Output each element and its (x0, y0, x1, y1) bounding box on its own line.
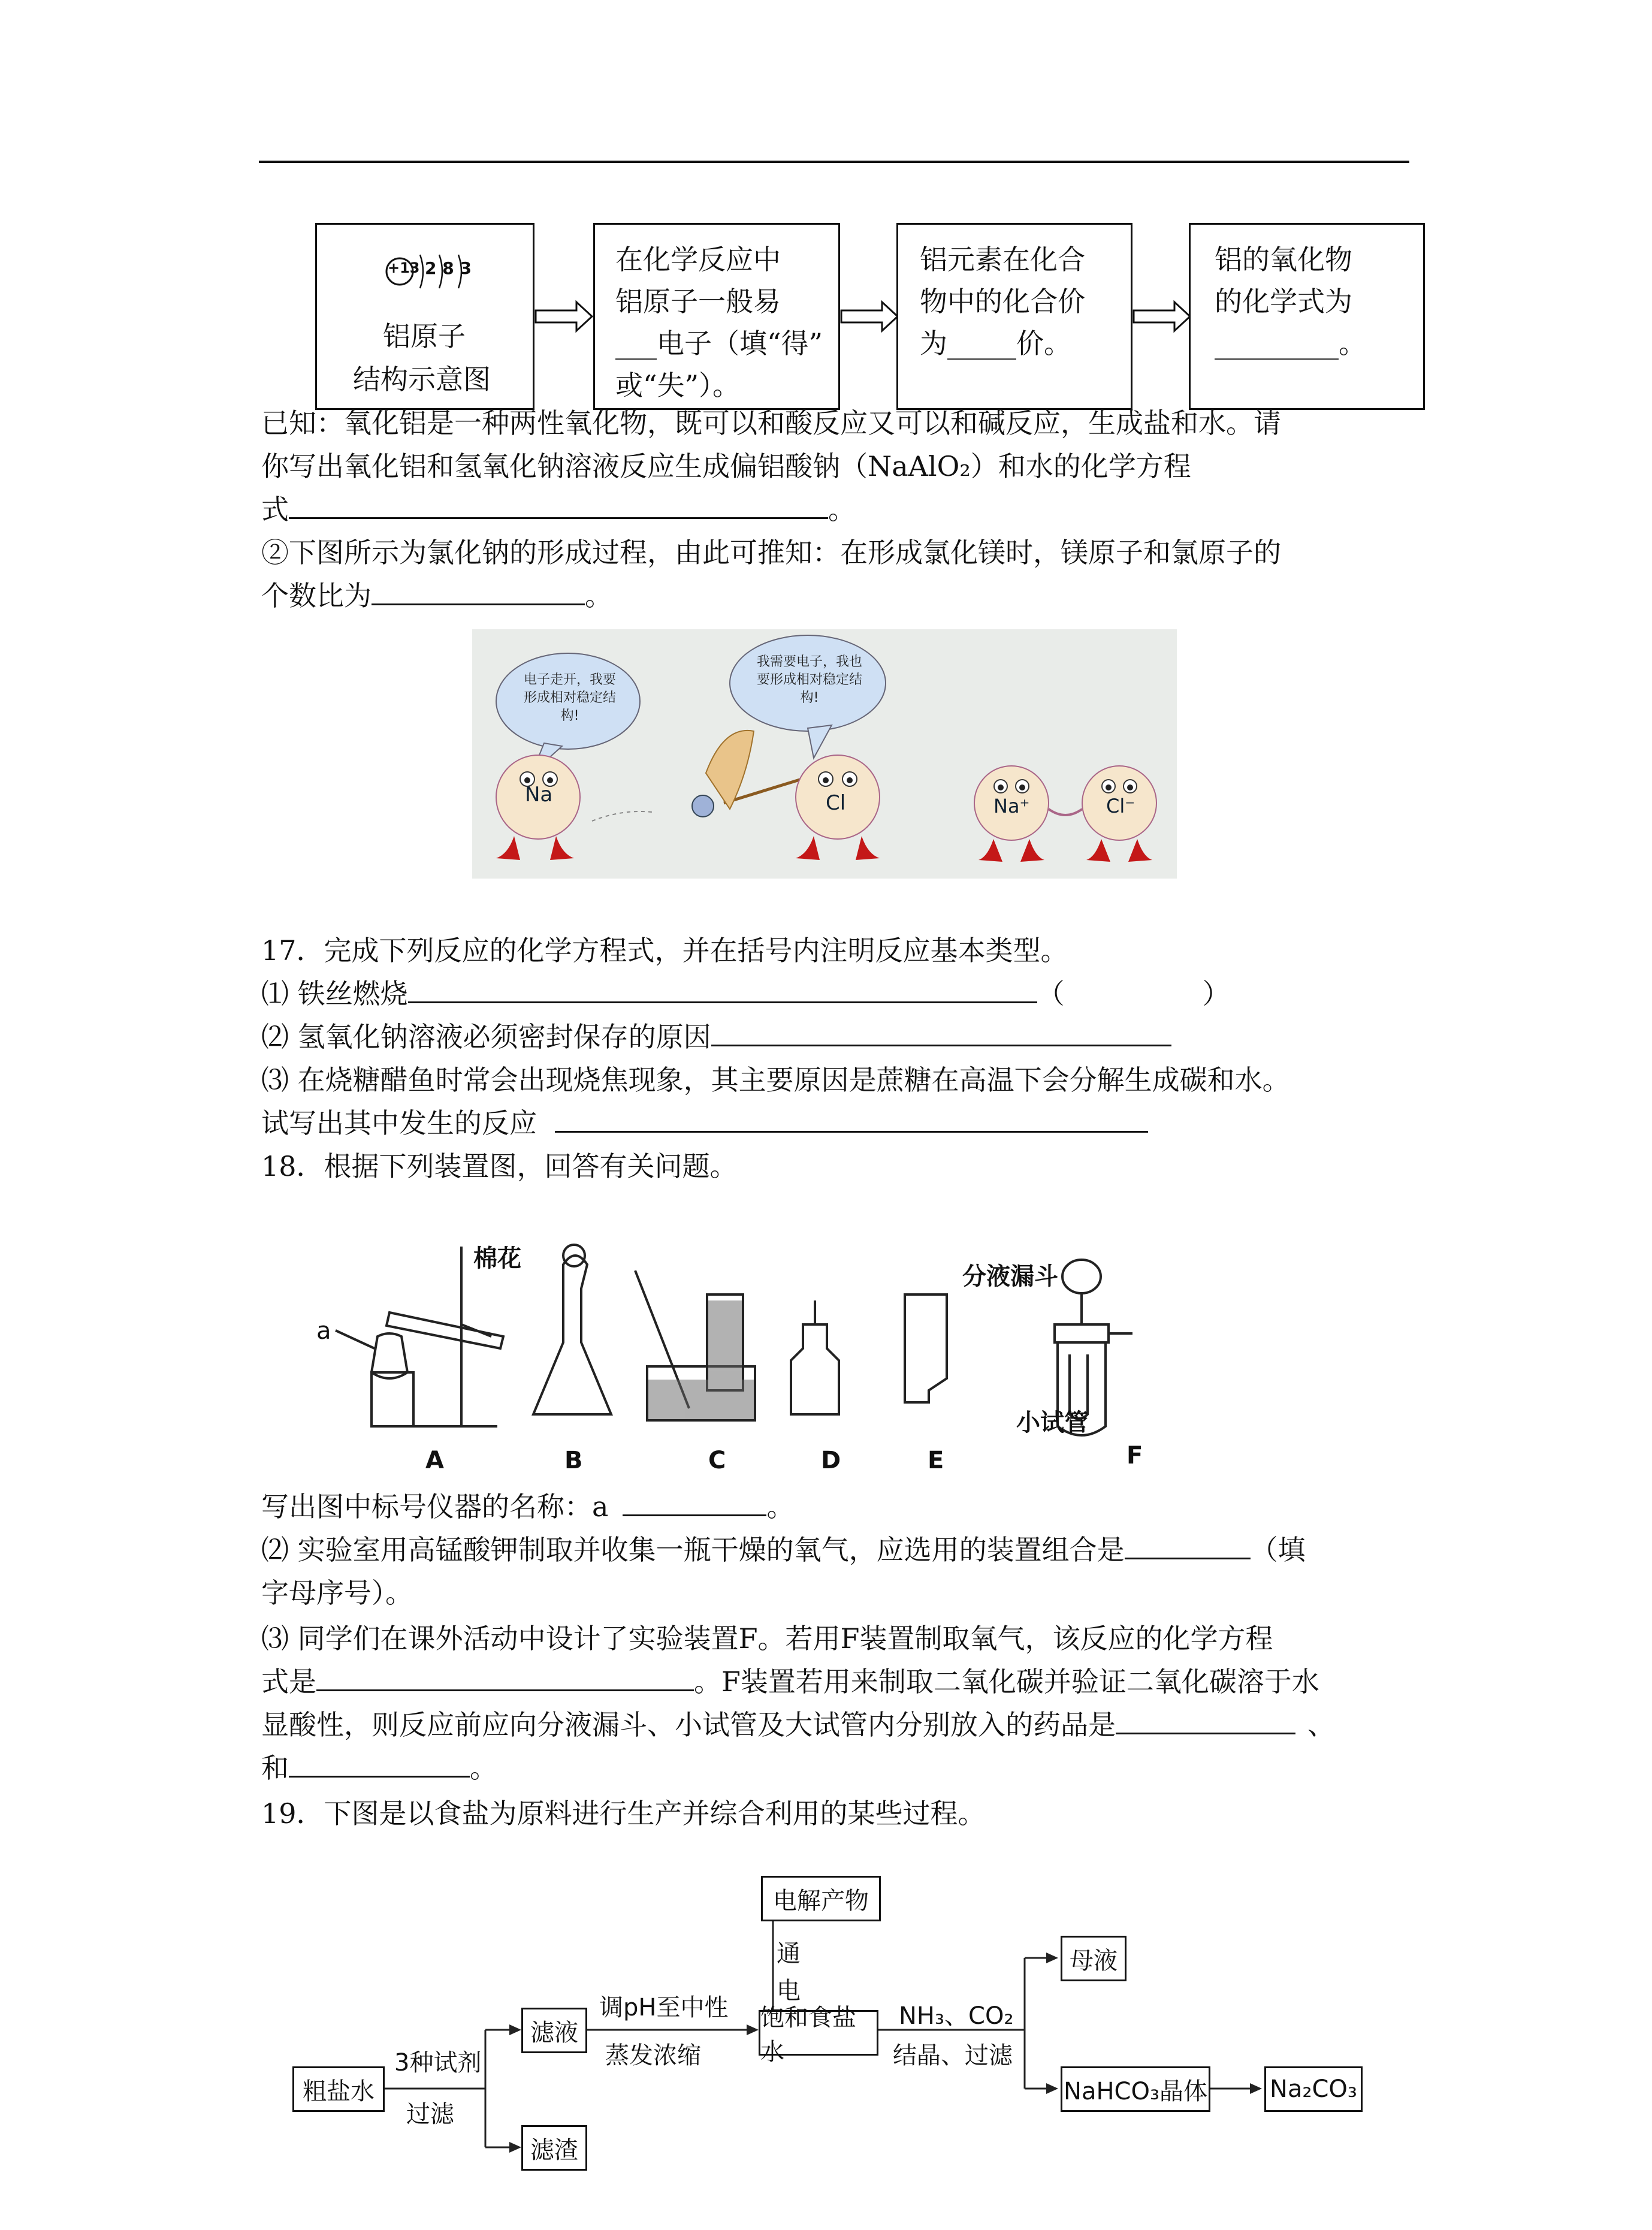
al-valence-box (896, 223, 1132, 410)
q18-title: 18．根据下列装置图，回答有关问题。 (261, 1150, 738, 1182)
q17-item1 (261, 971, 1230, 1016)
q17-item3-blank[interactable] (555, 1107, 1148, 1133)
q18-q3-prefix: 式是 (261, 1665, 316, 1698)
apparatus-label-f: F (1126, 1442, 1143, 1469)
mother-liquor-text: 母液 (1070, 1947, 1118, 1975)
q18-q1-label: 写出图中标号仪器的名称：a (261, 1490, 609, 1523)
q16-known-line1: 已知：氧化铝是一种两性氧化物，既可以和酸反应又可以和碱反应，生成盐和水。请 (261, 407, 1281, 439)
apparatus-label-b: B (564, 1447, 583, 1474)
ion-cl-label: Cl⁻ (1106, 795, 1135, 817)
al-electron-line1: 在化学反应中 (615, 243, 781, 276)
q18-q3-equation-blank[interactable] (316, 1665, 694, 1691)
al-oxide-line1: 铝的氧化物 (1215, 243, 1352, 276)
al-electron-line4: 或“失”）。 (615, 369, 741, 402)
gases-label: NH₃、CO₂ (899, 2002, 1014, 2030)
al-shells: 2 8 3 (425, 258, 472, 278)
q18-q3-funnel-blank[interactable] (1116, 1709, 1295, 1734)
instrument-a-label: a (316, 1317, 331, 1345)
al-electron-line3: ___电子（填“得” (615, 327, 823, 360)
crystallize-label: 结晶、过滤 (893, 2042, 1013, 2069)
mother-liquor-box (1061, 1936, 1126, 1981)
arrow-2-icon (840, 298, 900, 334)
al-nucleus: +13 (388, 259, 420, 276)
al-structure-label-2: 结构示意图 (353, 363, 491, 396)
q16-part2-line1: ②下图所示为氯化钠的形成过程，由此可推知：在形成氯化镁时，镁原子和氯原子的 (261, 536, 1281, 569)
q18-q3-line2 (261, 1659, 1319, 1704)
saturated-brine-box (759, 2004, 878, 2066)
header-rule (259, 161, 1409, 163)
na2co3-text: Na₂CO₃ (1270, 2075, 1357, 2103)
al-oxide-box (1189, 223, 1425, 410)
q17-item1-paren: （ ） (1037, 977, 1230, 1010)
q16-part2-prefix: 个数比为 (261, 580, 372, 612)
small-tube-label: 小试管 (1016, 1409, 1088, 1437)
arrow-1-icon (534, 298, 594, 334)
al-electron-box (593, 223, 840, 410)
q18-q3-line4-suffix: 。 (470, 1752, 497, 1784)
q19-title: 19．下图是以食盐为原料进行生产并综合利用的某些过程。 (261, 1797, 986, 1830)
q18-q2-line2: 字母序号）。 (261, 1577, 413, 1609)
q16-equation-blank[interactable] (289, 493, 828, 519)
q16-known-line2: 你写出氧化铝和氢氧化钠溶液反应生成偏铝酸钠（NaAlO₂）和水的化学方程 (261, 450, 1191, 482)
apparatus-label-d: D (821, 1447, 841, 1474)
crude-brine-text: 粗盐水 (303, 2077, 375, 2105)
al-oxide-line3: _________。 (1215, 327, 1366, 360)
q18-q3-line4-prefix: 和 (261, 1752, 289, 1784)
q17-item2-blank[interactable] (711, 1021, 1171, 1046)
al-structure-label-1: 铝原子 (383, 320, 466, 352)
q16-part2-suffix: 。 (585, 580, 612, 612)
crude-brine-box (292, 2066, 385, 2112)
electrify-label-1: 通 (777, 1940, 801, 1968)
q18-q3-line1: ⑶ 同学们在课外活动中设计了实验装置F。若用F装置制取氧气，该反应的化学方程 (261, 1622, 1273, 1655)
q16-ratio-blank[interactable] (372, 580, 585, 605)
q18-q2-label: ⑵ 实验室用高锰酸钾制取并收集一瓶干燥的氧气，应选用的装置组合是 (261, 1534, 1125, 1566)
q16-known-line3-prefix: 式 (261, 493, 289, 526)
residue-text: 滤渣 (530, 2136, 578, 2164)
al-valence-line1: 铝元素在化合 (920, 243, 1085, 276)
q18-q2-blank[interactable] (1125, 1534, 1251, 1559)
residue-box (521, 2125, 587, 2171)
filtrate-text: 滤液 (530, 2018, 578, 2047)
apparatus-label-a: A (425, 1447, 444, 1474)
electrolysis-products-box (761, 1876, 881, 1921)
adjust-ph-label: 调pH至中性 (599, 1994, 729, 2021)
q17-title: 17．完成下列反应的化学方程式，并在括号内注明反应基本类型。 (261, 934, 1068, 967)
reagents-label: 3种试剂 (394, 2049, 482, 2077)
q18-q3-line4 (261, 1745, 497, 1791)
q17-item1-label: ⑴ 铁丝燃烧 (261, 977, 408, 1010)
q17-item3-label: 试写出其中发生的反应 (261, 1107, 537, 1139)
q18-q3-line3-sep: 、 (1307, 1709, 1335, 1741)
q18-q3-line3 (261, 1702, 1335, 1748)
ion-na-label: Na⁺ (993, 795, 1030, 817)
q17-item2-label: ⑵ 氢氧化钠溶液必须密封保存的原因 (261, 1021, 711, 1053)
q18-q3-tube-blank[interactable] (289, 1752, 470, 1778)
q16-part2-line2 (261, 573, 612, 618)
na2co3-box (1264, 2066, 1363, 2112)
q16-known-line3-suffix: 。 (828, 493, 856, 526)
cotton-label: 棉花 (473, 1245, 521, 1272)
filter-label: 过滤 (406, 2101, 454, 2128)
q18-q1 (261, 1484, 794, 1529)
apparatus-label-e: E (928, 1447, 944, 1474)
q17-item3-line2 (261, 1100, 1148, 1146)
al-valence-line2: 物中的化合价 (920, 285, 1085, 318)
electrify-label-2: 电 (777, 1977, 801, 2005)
apparatus-label-c: C (708, 1447, 726, 1474)
separatory-funnel-label: 分液漏斗 (962, 1263, 1058, 1290)
atom-cl-label: Cl (826, 791, 846, 815)
saturated-brine-text: 饱和食盐水 (760, 2004, 856, 2066)
q18-q1-blank[interactable] (623, 1490, 766, 1516)
q18-q1-suffix: 。 (766, 1490, 795, 1523)
filtrate-box (521, 2008, 587, 2053)
al-electron-line2: 铝原子一般易 (615, 285, 781, 318)
nahco3-crystal-text: NaHCO₃晶体 (1064, 2077, 1207, 2105)
evaporate-label: 蒸发浓缩 (605, 2042, 701, 2069)
q17-item3-line1: ⑶ 在烧糖醋鱼时常会出现烧焦现象，其主要原因是蔗糖在高温下会分解生成碳和水。 (261, 1064, 1290, 1096)
bubble-cl-text: 我需要电子，我也要形成相对稳定结构! (756, 654, 862, 705)
al-oxide-line2: 的化学式为 (1215, 285, 1352, 318)
arrow-3-icon (1132, 298, 1192, 334)
q17-item1-blank[interactable] (408, 977, 1037, 1003)
bubble-na-text: 电子走开，我要形成相对稳定结构! (523, 672, 616, 723)
q18-q2-line1 (261, 1527, 1306, 1573)
al-valence-line3: 为_____价。 (920, 327, 1071, 360)
q16-known-line3 (261, 487, 856, 532)
q18-q3-suffix: 。F装置若用来制取二氧化碳并验证二氧化碳溶于水 (694, 1665, 1319, 1698)
electrolysis-products-text: 电解产物 (773, 1887, 869, 1915)
al-structure-box (315, 223, 534, 410)
nahco3-crystal-box (1061, 2066, 1210, 2112)
q17-item2 (261, 1014, 1171, 1060)
atom-na-label: Na (525, 783, 553, 807)
q18-q3-line3-text: 显酸性，则反应前应向分液漏斗、小试管及大试管内分别放入的药品是 (261, 1709, 1116, 1741)
q18-q2-suffix: （填 (1250, 1534, 1306, 1566)
